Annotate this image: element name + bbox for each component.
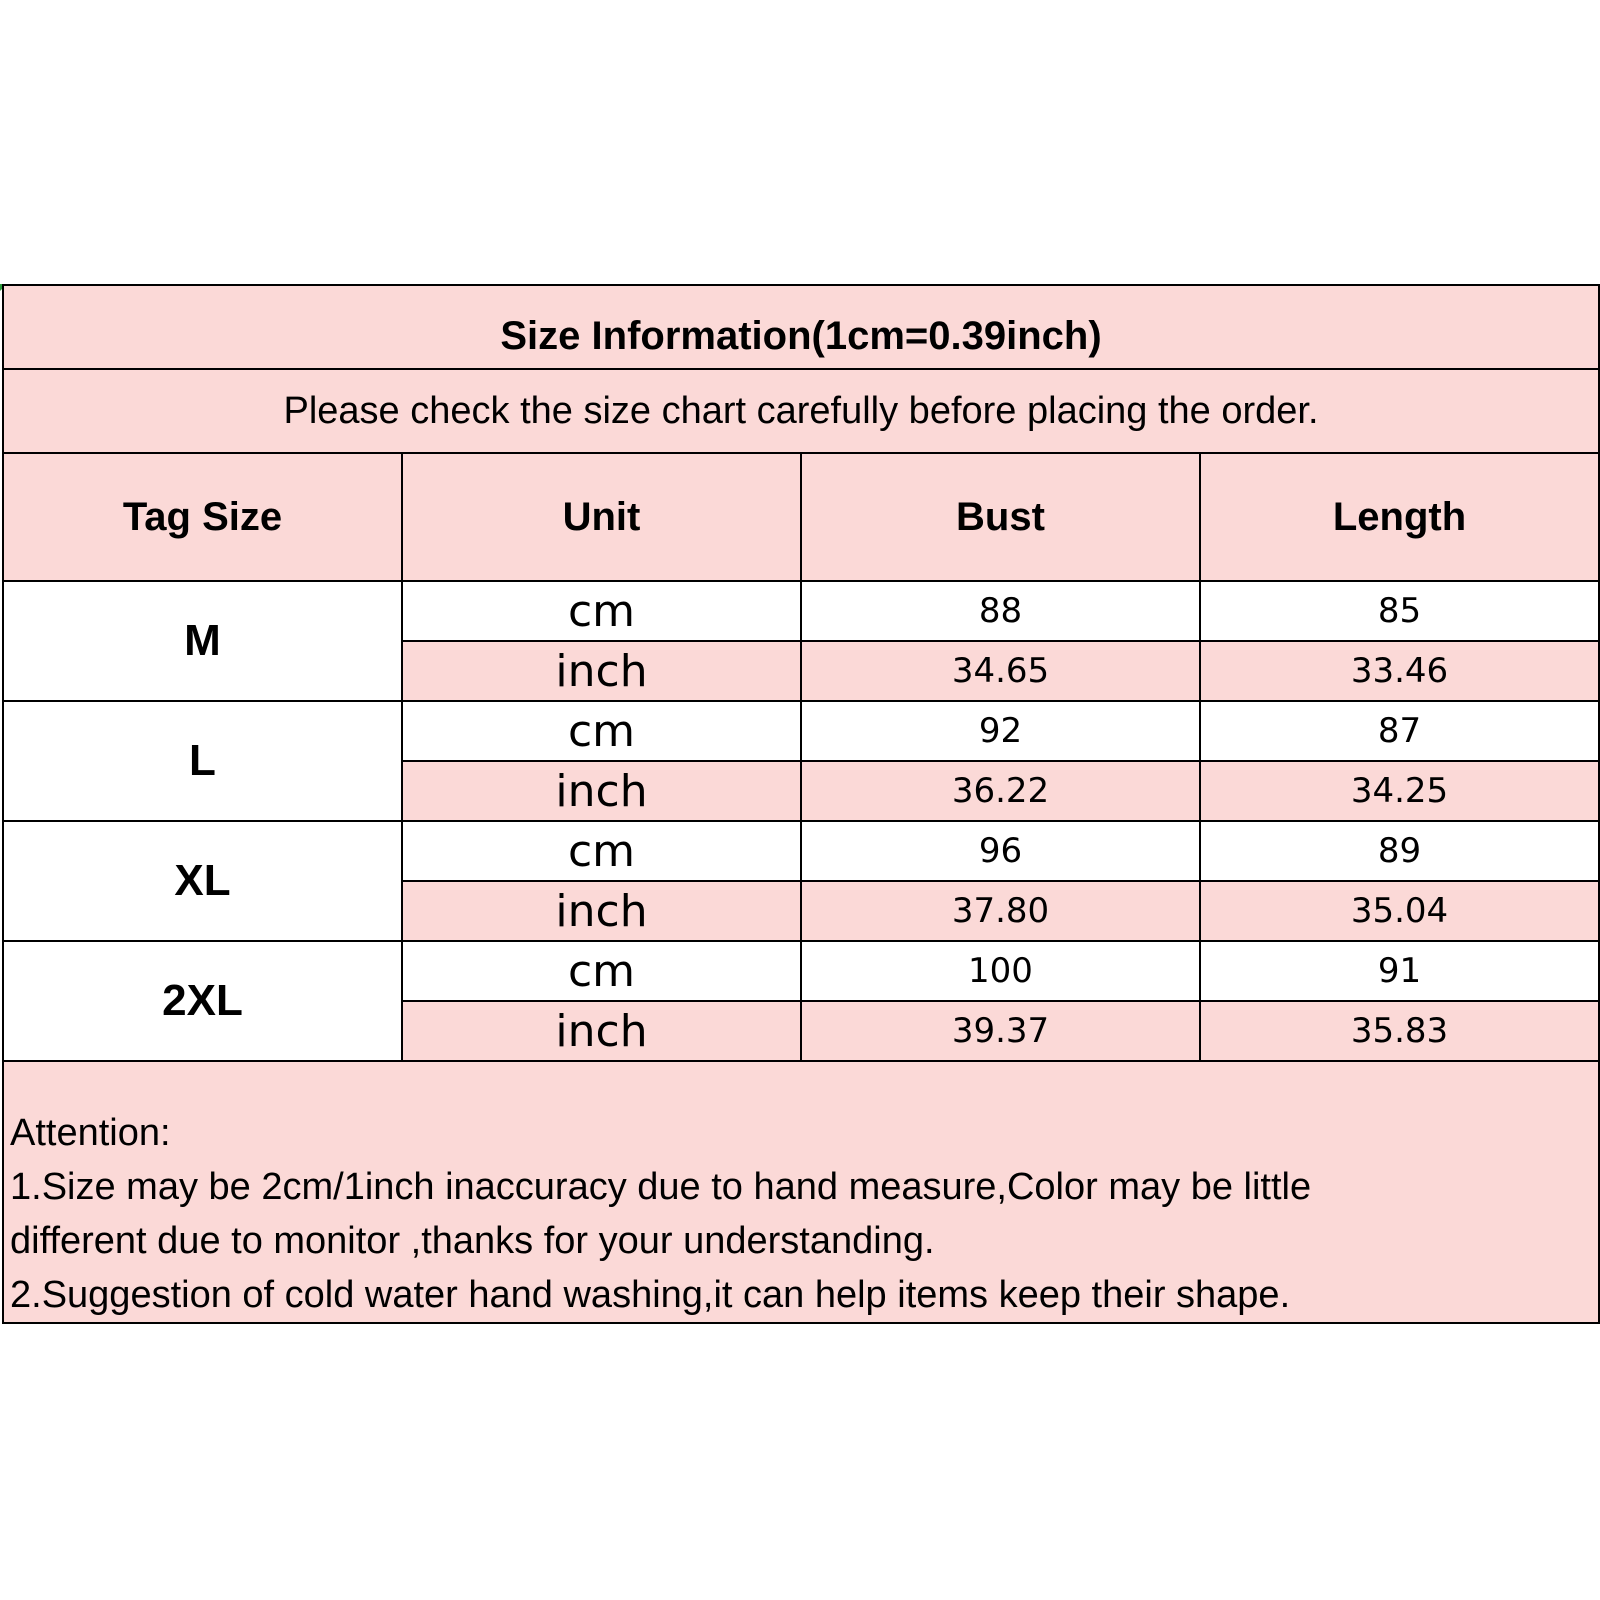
attention-line: 2.Suggestion of cold water hand washing,it can help items keep their shape.: [10, 1274, 1291, 1316]
header-unit: Unit: [402, 453, 801, 581]
unit-cell: cm: [402, 701, 801, 761]
size-info-title: Size Information(1cm=0.39inch): [3, 285, 1599, 369]
bust-value: 100: [801, 941, 1200, 1001]
bust-value: 34.65: [801, 641, 1200, 701]
length-value: 89: [1200, 821, 1599, 881]
unit-cell: inch: [402, 641, 801, 701]
length-value: 34.25: [1200, 761, 1599, 821]
table-row: [3, 821, 1599, 881]
header-bust: Bust: [801, 453, 1200, 581]
tag-size-cell: L: [3, 701, 402, 821]
bust-value: 39.37: [801, 1001, 1200, 1061]
unit-cell: inch: [402, 881, 801, 941]
length-value: 87: [1200, 701, 1599, 761]
bust-value: 36.22: [801, 761, 1200, 821]
unit-cell: inch: [402, 761, 801, 821]
tag-size-cell: XL: [3, 821, 402, 941]
table-row: [3, 581, 1599, 641]
bust-value: 96: [801, 821, 1200, 881]
tag-size-cell: M: [3, 581, 402, 701]
size-chart-table: [2, 284, 1600, 1324]
length-value: 85: [1200, 581, 1599, 641]
title-row: [3, 285, 1599, 369]
header-tag-size: Tag Size: [3, 453, 402, 581]
length-value: 35.04: [1200, 881, 1599, 941]
unit-cell: cm: [402, 821, 801, 881]
header-row: [3, 453, 1599, 581]
unit-cell: cm: [402, 941, 801, 1001]
length-value: 33.46: [1200, 641, 1599, 701]
attention-row: [3, 1061, 1599, 1323]
header-length: Length: [1200, 453, 1599, 581]
attention-notes: [3, 1061, 1599, 1323]
attention-heading: Attention:: [10, 1112, 171, 1154]
tag-size-cell: 2XL: [3, 941, 402, 1061]
bust-value: 92: [801, 701, 1200, 761]
attention-line: 1.Size may be 2cm/1inch inaccuracy due to hand measure,Color may be little: [10, 1166, 1312, 1208]
size-check-notice: Please check the size chart carefully before placing the order.: [3, 369, 1599, 453]
table-row: [3, 701, 1599, 761]
unit-cell: cm: [402, 581, 801, 641]
table-row: [3, 941, 1599, 1001]
attention-line: different due to monitor ,thanks for your understanding.: [10, 1220, 935, 1262]
bust-value: 37.80: [801, 881, 1200, 941]
notice-row: [3, 369, 1599, 453]
bust-value: 88: [801, 581, 1200, 641]
length-value: 35.83: [1200, 1001, 1599, 1061]
length-value: 91: [1200, 941, 1599, 1001]
unit-cell: inch: [402, 1001, 801, 1061]
